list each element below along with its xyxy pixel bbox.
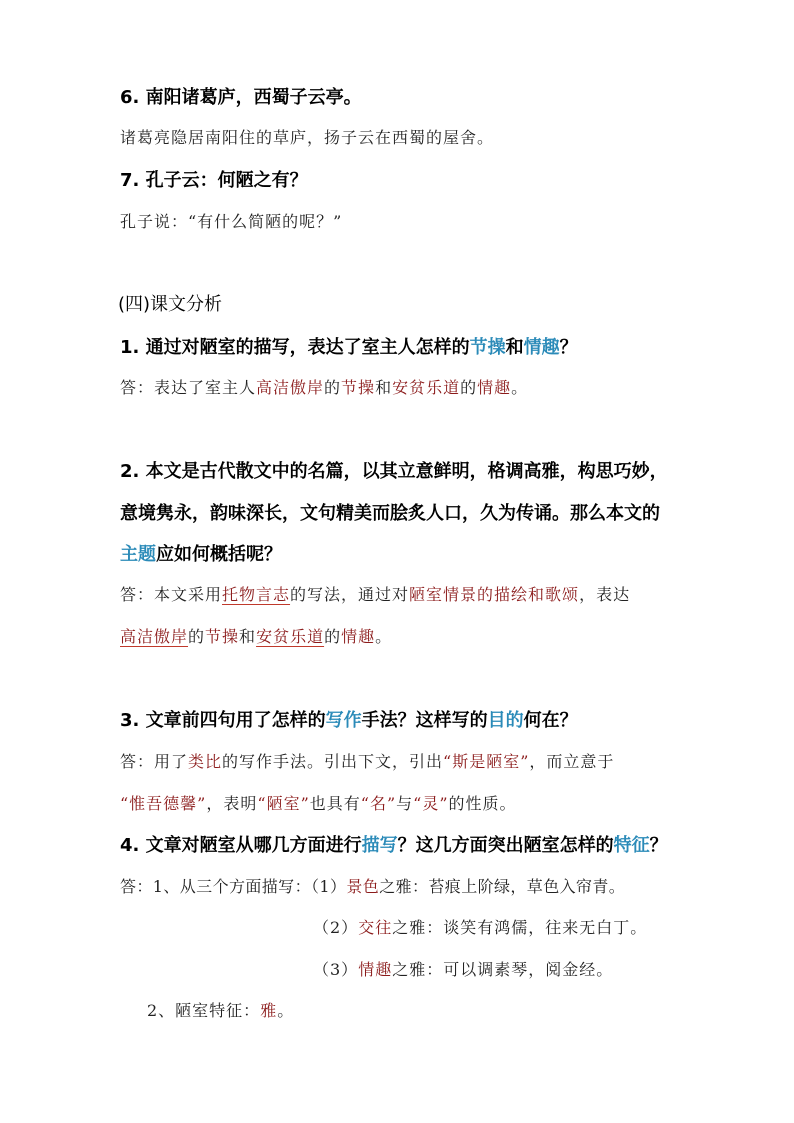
- q3-text-2: 手法？这样写的: [361, 710, 488, 731]
- q2-keyword-zhuti: 主题: [120, 544, 156, 565]
- a3-keyword-1: 类比: [188, 752, 223, 771]
- question-6: 6. 南阳诸葛庐，西蜀子云亭。: [120, 87, 362, 108]
- a1-keyword-2: 节操: [341, 378, 376, 397]
- a3-text-6: 与: [396, 794, 414, 813]
- answer-1: [120, 380, 528, 396]
- a2-keyword-6: 情趣: [341, 627, 376, 646]
- q1-text-1: 1. 通过对陋室的描写，表达了室主人怎样的: [120, 337, 470, 358]
- a3-keyword-2: “斯是陋室”: [443, 752, 530, 771]
- a4-text-1: 答：1、从三个方面描写：（1）: [120, 877, 347, 896]
- a3-text-7: 的性质。: [448, 794, 517, 813]
- a3-text-5: 也具有: [309, 794, 361, 813]
- a4-text-7: 2、陋室特征：: [147, 1001, 261, 1020]
- a4-keyword-jingse: 景色: [346, 877, 380, 896]
- question-2-line-1: 2. 本文是古代散文中的名篇，以其立意鲜明，格调高雅，构思巧妙，: [120, 461, 668, 482]
- a4-keyword-jiaowang: 交往: [358, 918, 393, 937]
- a1-keyword-1: 高洁傲岸: [256, 378, 325, 397]
- q2-text: 应如何概括呢？: [156, 544, 282, 565]
- a4-text-8: 。: [277, 1001, 295, 1020]
- a4-text-5: （3）: [313, 960, 359, 979]
- q4-keyword-miaoxie: 描写: [361, 835, 398, 856]
- q4-text-1: 4. 文章对陋室从哪几方面进行: [120, 835, 362, 856]
- a2-keyword-2: 陋室情景的描绘和歌颂: [409, 585, 580, 604]
- a4-keyword-ya: 雅: [260, 1001, 278, 1020]
- a3-text-1: 答：用了: [120, 752, 189, 771]
- a2-text-2: 的写法，通过对: [290, 585, 410, 604]
- a2-keyword-4: 节操: [205, 627, 240, 646]
- question-3: [120, 712, 578, 730]
- a1-text-3: 和: [375, 378, 393, 397]
- a4-keyword-qingqu: 情趣: [358, 960, 393, 979]
- a2-text-1: 答：本文采用: [120, 585, 223, 604]
- a1-text-1: 答：表达了室主人: [120, 378, 257, 397]
- question-2-line-2: 意境隽永，韵味深长，文句精美而脍炙人口，久为传诵。那么本文的: [120, 503, 660, 524]
- answer-3-line-2: [120, 796, 517, 812]
- answer-6: 诸葛亮隐居南阳住的草庐，扬子云在西蜀的屋舍。: [120, 128, 495, 147]
- a1-text-5: 。: [511, 378, 529, 397]
- q3-keyword-xiezuo: 写作: [325, 710, 362, 731]
- q1-keyword-qingqu: 情趣: [523, 337, 560, 358]
- a3-text-2: 的写作手法。引出下文，引出: [222, 752, 444, 771]
- q4-text-3: ？: [649, 835, 668, 856]
- a4-text-2: 之雅：苔痕上阶绿，草色入帘青。: [379, 877, 626, 896]
- a4-text-6: 之雅：可以调素琴，阅金经。: [392, 960, 614, 979]
- answer-2-line-2: [120, 629, 392, 645]
- a3-text-3: ，而立意于: [529, 752, 615, 771]
- answer-4-line-3: [313, 962, 613, 978]
- a3-keyword-6: “灵”: [413, 794, 449, 813]
- answer-4-line-2: [313, 920, 647, 936]
- a3-text-4: ，表明: [206, 794, 258, 813]
- a3-keyword-3: “惟吾德馨”: [120, 794, 207, 813]
- a2-keyword-1: 托物言志: [222, 585, 291, 604]
- a2-text-5: 和: [239, 627, 257, 646]
- answer-2-line-1: [120, 587, 630, 603]
- a1-text-4: 的: [460, 378, 478, 397]
- question-4: [120, 837, 668, 855]
- a2-text-4: 的: [188, 627, 206, 646]
- answer-4-line-4: [147, 1003, 294, 1019]
- answer-3-line-1: [120, 754, 614, 770]
- a1-keyword-3: 安贫乐道: [392, 378, 461, 397]
- a2-keyword-5: 安贫乐道: [256, 627, 325, 646]
- q4-text-2: ？这几方面突出陋室怎样的: [397, 835, 614, 856]
- question-1: [120, 339, 578, 357]
- a4-text-3: （2）: [313, 918, 359, 937]
- question-7: 7. 孔子云：何陋之有？: [120, 170, 308, 191]
- section-heading: (四)课文分析: [118, 294, 223, 315]
- a3-keyword-5: “名”: [360, 794, 397, 813]
- q1-keyword-jiecao: 节操: [469, 337, 506, 358]
- answer-7: 孔子说：“有什么简陋的呢？”: [120, 212, 343, 231]
- question-2-line-3: [120, 546, 282, 564]
- a2-text-7: 。: [375, 627, 393, 646]
- answer-4-line-1: [120, 879, 625, 895]
- a3-keyword-4: “陋室”: [257, 794, 310, 813]
- a1-text-2: 的: [324, 378, 342, 397]
- q3-keyword-mudi: 目的: [487, 710, 524, 731]
- q1-text-2: 和: [505, 337, 524, 358]
- a2-keyword-3: 高洁傲岸: [120, 627, 189, 646]
- a1-keyword-4: 情趣: [477, 378, 512, 397]
- a2-text-3: ，表达: [579, 585, 631, 604]
- a4-text-4: 之雅：谈笑有鸿儒，往来无白丁。: [392, 918, 648, 937]
- a2-text-6: 的: [324, 627, 342, 646]
- q3-text-1: 3. 文章前四句用了怎样的: [120, 710, 326, 731]
- q4-keyword-tezheng: 特征: [613, 835, 650, 856]
- q1-text-3: ？: [559, 337, 578, 358]
- q3-text-3: 何在？: [523, 710, 578, 731]
